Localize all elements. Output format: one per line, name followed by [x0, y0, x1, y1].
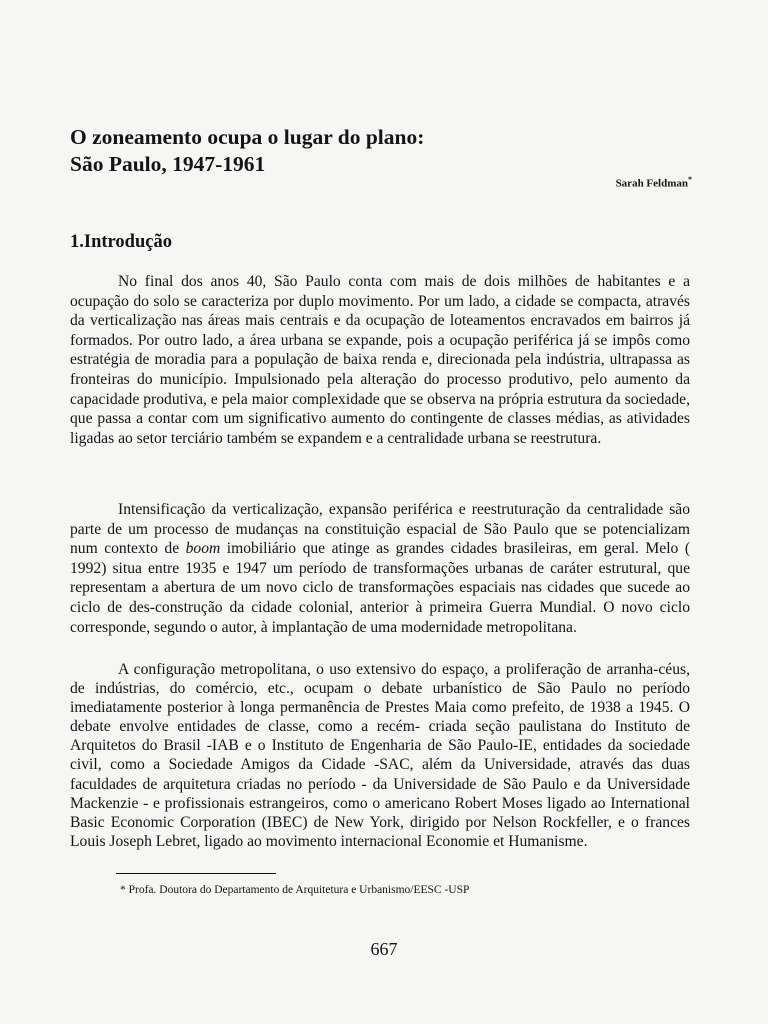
author-text: Sarah Feldman [615, 177, 688, 190]
section-heading: 1.Introdução [70, 232, 172, 252]
author-name [616, 175, 692, 190]
author-footnote-mark: * [688, 175, 692, 184]
paragraph-3 [70, 660, 690, 851]
footnote-divider [116, 873, 276, 874]
paragraph-2 [70, 500, 690, 637]
paragraph-1 [70, 272, 690, 448]
boom-italic: boom [185, 540, 221, 558]
paragraph-3-text: A configuração metropolitana, o uso extensivo do espaço, a proliferação de arranha-céus, de indústrias, do comércio, etc., ocupam o debate urbanístico de São Paulo no período imediatamente posterior à longa permanência de Prestes Maia como prefeito, de 1938 a 1945. O debate envolve entidades de classe, como a recém- criada seção paulistana do Instituto de Arquitetos do Brasil -IAB e o Instituto de Engenharia de São Paulo-IE, entidades da sociedade civil, como a Sociedade Amigos da Cidade -SAC, além da Universidade, através das duas faculdades de arquitetura criadas no período - da Universidade de São Paulo e da Universidade Mackenzie - e profissionais estrangeiros, como o americano Robert Moses ligado ao International Basic Economic Corporation (IBEC) de New York, dirigido por Nelson Rockfeller, e o frances Louis Joseph Lebret, ligado ao movimento internacional Economie et Humanisme. [70, 661, 690, 850]
page-number: 667 [370, 939, 398, 959]
paragraph-2-part-2: imobiliário que atinge as grandes cidades brasileiras, em geral. Melo ( 1992) situa entre 1935 e 1947 um período de transformações urbanas de caráter estrutural, que representam a abertura de um novo ciclo de transformações espaciais nas cidades que sucede ao ciclo de des-construção da cidade colonial, anterior à primeira Guerra Mundial. O novo ciclo corresponde, segundo o autor, à implantação de uma modernidade metropolitana. [70, 540, 691, 636]
title-line-2: São Paulo, 1947-1961 [70, 152, 266, 176]
paragraph-2-text [70, 500, 690, 637]
footnote: * Profa. Doutora do Departamento de Arquitetura e Urbanismo/EESC -USP [120, 884, 470, 896]
paragraph-1-text: No final dos anos 40, São Paulo conta com mais de dois milhões de habitantes e a ocupação do solo se caracteriza por duplo movimento. Por um lado, a cidade se compacta, através da verticalização nas áreas mais centrais e da ocupação de loteamentos encravados em bairros já formados. Por outro lado, a área urbana se expande, pois a ocupação periférica já se impôs como estratégia de moradia para a população de baixa renda e, direcionada pela indústria, ultrapassa as fronteiras do município. Impulsionado pela alteração do processo produtivo, pelo aumento da capacidade produtiva, e pela maior complexidade que se observa na própria estrutura da sociedade, que passa a contar com um significativo aumento do contingente de classes médias, as atividades ligadas ao setor terciário também se expandem e a centralidade urbana se reestrutura. [70, 273, 690, 447]
title-line-1: O zoneamento ocupa o lugar do plano: [70, 125, 425, 149]
article-title [70, 124, 690, 178]
paragraph-2-part-1: Intensificação da verticalização, expansão periférica e reestruturação da centralidade são parte de um processo de mudanças na constituição espacial de São Paulo que se potencializam num contexto de [70, 501, 690, 558]
